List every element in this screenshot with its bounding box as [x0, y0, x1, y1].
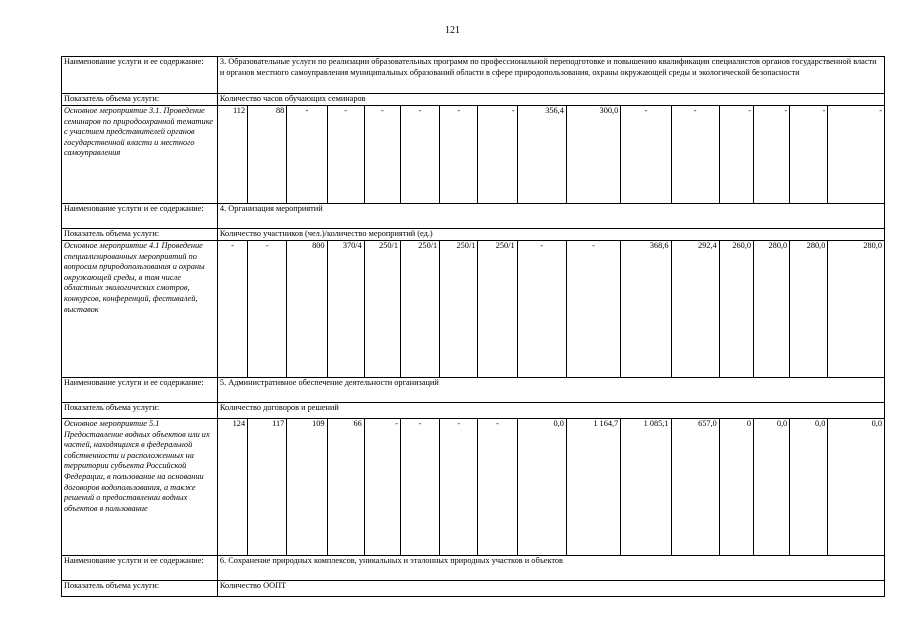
- value-cell: 370/4: [327, 241, 364, 378]
- value-cell: -: [248, 241, 287, 378]
- value-cell: 260,0: [719, 241, 753, 378]
- activity-description: Основное мероприятие 5.1 Предоставление водных объектов или их частей, находящихся в федеральной собственности и расположенных на территории субъекта Российской Федерации, в пользование на основании договоров водопользования, а также решений о предоставлении водных объектов в пользование: [62, 419, 218, 556]
- service-text: 3. Образовательные услуги по реализации образовательных программ по профессиональной переподготовке и повышению квалификации специалистов органов государственной власти и органов местного самоуправления муниципальных образований области в сфере природопользования, охраны окружающей среды и экологической безопасности: [217, 57, 884, 94]
- value-cell: 0,0: [828, 419, 885, 556]
- indicator-label: Показатель объема услуги:: [62, 94, 218, 106]
- activity-description: Основное мероприятие 3.1. Проведение семинаров по природоохранной тематике с участием представителей органов государственной власти и местного самоуправления: [62, 106, 218, 204]
- value-cell: 657,0: [671, 419, 719, 556]
- service-row: [62, 57, 885, 94]
- value-cell: 280,0: [753, 241, 789, 378]
- indicator-text: Количество участников (чел.)/количество мероприятий (ед.): [217, 229, 884, 241]
- page-number: 121: [445, 25, 460, 36]
- indicator-row: [62, 94, 885, 106]
- value-cell: -: [400, 106, 439, 204]
- indicator-text: Количество ООПТ: [217, 581, 884, 597]
- value-cell: 109: [287, 419, 327, 556]
- value-cell: -: [753, 106, 789, 204]
- activity-row: [62, 106, 885, 204]
- value-cell: 112: [217, 106, 247, 204]
- value-cell: -: [440, 419, 478, 556]
- service-label: Наименование услуги и ее содержание:: [62, 378, 218, 403]
- value-cell: 800: [287, 241, 327, 378]
- value-cell: -: [364, 419, 400, 556]
- value-cell: 356,4: [517, 106, 566, 204]
- value-cell: 117: [248, 419, 287, 556]
- value-cell: -: [478, 106, 517, 204]
- service-row: [62, 204, 885, 229]
- value-cell: -: [671, 106, 719, 204]
- indicator-label: Показатель объема услуги:: [62, 581, 218, 597]
- value-cell: 0,0: [517, 419, 566, 556]
- value-cell: 250/1: [400, 241, 439, 378]
- value-cell: 88: [248, 106, 287, 204]
- value-cell: -: [327, 106, 364, 204]
- service-text: 6. Сохранение природных комплексов, уникальных и эталонных природных участков и объектов: [217, 556, 884, 581]
- service-text: 5. Административное обеспечение деятельности организаций: [217, 378, 884, 403]
- service-row: [62, 378, 885, 403]
- service-label: Наименование услуги и ее содержание:: [62, 556, 218, 581]
- service-label: Наименование услуги и ее содержание:: [62, 57, 218, 94]
- activity-row: [62, 241, 885, 378]
- value-cell: -: [217, 241, 247, 378]
- value-cell: 250/1: [478, 241, 517, 378]
- value-cell: 250/1: [364, 241, 400, 378]
- indicator-label: Показатель объема услуги:: [62, 403, 218, 419]
- value-cell: 1 085,1: [621, 419, 671, 556]
- indicator-text: Количество часов обучающих семинаров: [217, 94, 884, 106]
- value-cell: 368,6: [621, 241, 671, 378]
- value-cell: 124: [217, 419, 247, 556]
- service-text: 4. Организация мероприятий: [217, 204, 884, 229]
- activity-row: [62, 419, 885, 556]
- services-table: [61, 56, 885, 597]
- indicator-row: [62, 229, 885, 241]
- value-cell: 300,0: [566, 106, 620, 204]
- value-cell: 292,4: [671, 241, 719, 378]
- indicator-row: [62, 403, 885, 419]
- value-cell: 280,0: [828, 241, 885, 378]
- value-cell: -: [828, 106, 885, 204]
- value-cell: -: [440, 106, 478, 204]
- value-cell: 0: [719, 419, 753, 556]
- value-cell: -: [790, 106, 828, 204]
- value-cell: -: [566, 241, 620, 378]
- value-cell: -: [621, 106, 671, 204]
- value-cell: -: [478, 419, 517, 556]
- indicator-text: Количество договоров и решений: [217, 403, 884, 419]
- value-cell: 280,0: [790, 241, 828, 378]
- activity-description: Основное мероприятие 4.1 Проведение специализированных мероприятий по вопросам природопользования и охраны окружающей среды, в том числе областных экологических смотров, конкурсов, конференций, фестивалей, выставок: [62, 241, 218, 378]
- value-cell: 0,0: [790, 419, 828, 556]
- value-cell: 250/1: [440, 241, 478, 378]
- service-label: Наименование услуги и ее содержание:: [62, 204, 218, 229]
- value-cell: -: [400, 419, 439, 556]
- service-row: [62, 556, 885, 581]
- value-cell: -: [517, 241, 566, 378]
- value-cell: -: [287, 106, 327, 204]
- value-cell: 1 164,7: [566, 419, 620, 556]
- indicator-label: Показатель объема услуги:: [62, 229, 218, 241]
- value-cell: -: [364, 106, 400, 204]
- value-cell: 0,0: [753, 419, 789, 556]
- indicator-row: [62, 581, 885, 597]
- value-cell: -: [719, 106, 753, 204]
- value-cell: 66: [327, 419, 364, 556]
